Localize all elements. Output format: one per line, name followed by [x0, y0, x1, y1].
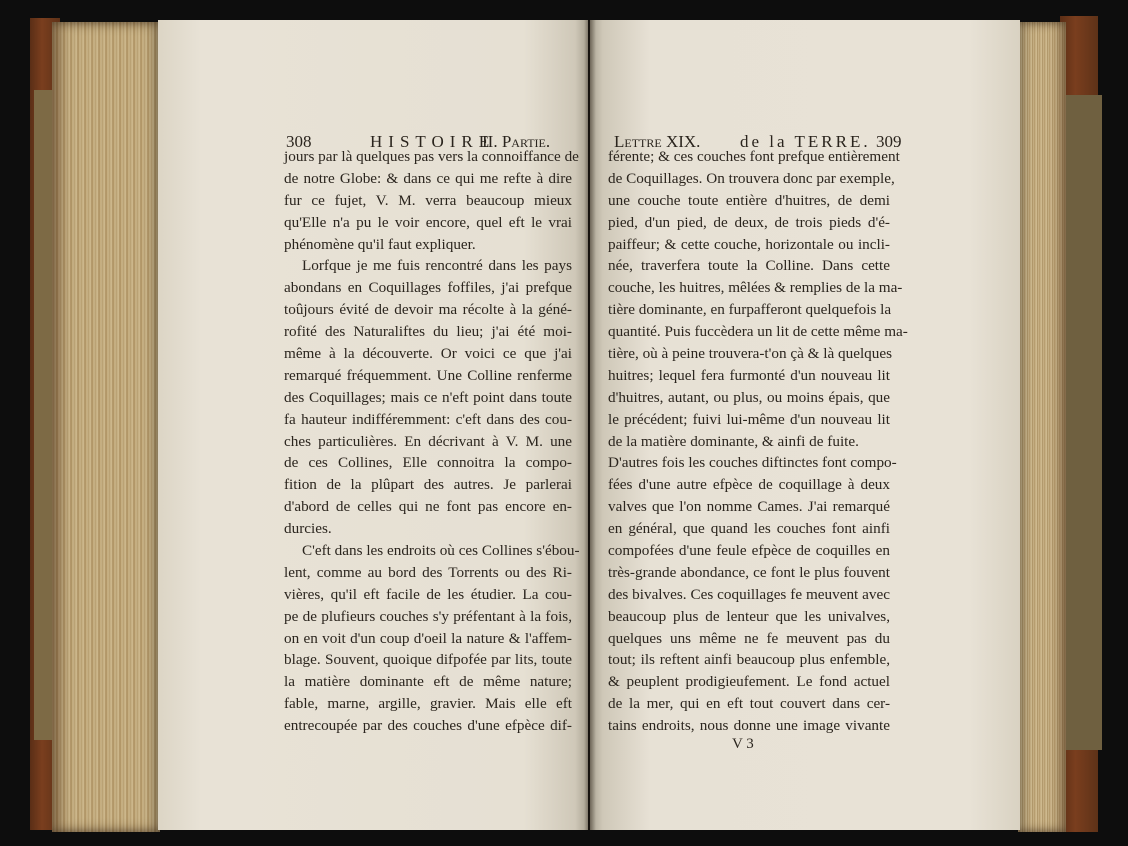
right-page-number: 309 [876, 132, 902, 151]
text-line: D'autres fois les couches diftinctes font compo- [608, 454, 897, 472]
text-line: abondans en Coquillages foffiles, j'ai prefque [284, 279, 572, 297]
text-line: toûjours évité de devoir ma récolte à la géné- [284, 301, 572, 319]
text-line: tière dominante, en furpafferont quelquefois la [608, 301, 892, 319]
text-line: de la mer, qui en eft tout couvert dans cer- [608, 695, 890, 713]
text-line: pied, d'un pied, de deux, de trois pieds d'é- [608, 213, 890, 231]
text-line: rofité des Naturaliftes du lieu; j'ai été moi- [284, 323, 572, 341]
text-line: pe de plufieurs couches s'y préfentant à la fois, [284, 607, 572, 625]
text-line: la matière dominante eft de même nature; [284, 673, 572, 691]
text-line: même à la découverte. Or voici ce que j'ai [284, 345, 572, 363]
left-page-text [284, 146, 580, 737]
text-line: valves que l'on nomme Cames. J'ai remarqué [608, 498, 890, 516]
text-line: paiffeur; & cette couche, horizontale ou incli- [608, 235, 890, 253]
text-line: lent, comme au bord des Torrents ou des Ri- [284, 563, 572, 581]
text-line: née, traverfera toute la Colline. Dans cette [608, 257, 890, 275]
left-page-number: 308 [286, 132, 312, 151]
text-line: fa hauteur indifféremment: c'eft dans des cou- [284, 410, 572, 428]
text-line: durcies. [284, 520, 332, 538]
text-line: & peuplent prodigieufement. Le fond actuel [608, 673, 890, 691]
text-line: d'huitres, autant, ou plus, ou moins épais, que [608, 388, 890, 406]
text-line: férente; & ces couches font prefque entièrement [608, 148, 900, 165]
text-line: très-grande abondance, ce font le plus fouvent [608, 563, 890, 581]
text-line: tière, où à peine trouvera-t'on çà & là quelques [608, 345, 893, 363]
text-line: ches particulières. En décrivant à V. M. une [284, 432, 572, 450]
text-line: le précédent; fuivi lui-même d'un nouveau lit [608, 410, 890, 428]
book-gutter [584, 20, 596, 830]
text-line: de Coquillages. On trouvera donc par exemple, [608, 169, 895, 187]
right-letter-label: Lettre XIX. [614, 132, 701, 151]
left-running-title: HISTOIRE [370, 132, 496, 151]
text-line: de notre Globe: & dans ce qui me refte à dire [284, 169, 572, 187]
signature-mark: V 3 [732, 736, 754, 752]
text-line: des bivalves. Ces coquillages fe meuvent avec [608, 585, 890, 603]
text-line: phénomène qu'il faut expliquer. [284, 235, 476, 253]
text-line: fées d'une autre efpèce de coquillage à deux [608, 476, 890, 494]
text-line: qu'Elle n'a pu le voir encore, quel eft le vrai [284, 213, 572, 231]
text-line: beaucoup plus de lenteur que les univalves, [608, 607, 890, 625]
text-line: des Coquillages; mais ce n'eft point dans toute [284, 388, 572, 406]
text-line: Lorfque je me fuis rencontré dans les pays [302, 257, 572, 275]
text-line: fur ce fujet, V. M. verra beaucoup mieux [284, 191, 572, 209]
text-line: huitres; lequel fera furmonté d'un nouveau lit [608, 366, 890, 384]
left-board [34, 90, 54, 740]
left-page-edges [52, 22, 160, 832]
text-line: remarqué fréquemment. Une Colline renferme [284, 366, 572, 384]
text-line: en général, que quand les couches font ainfi [608, 520, 890, 538]
text-line: blage. Souvent, quoique difpofée par lits, toute [284, 651, 572, 669]
right-page-text [608, 146, 908, 737]
right-page-edges [1018, 22, 1066, 832]
text-line: on en voit d'un coup d'oeil la nature & l'affem- [284, 629, 572, 647]
text-line: jours par là quelques pas vers la connoiffance de [284, 148, 579, 165]
right-running-title: de la TERRE. [740, 132, 871, 151]
left-part-label: II. Partie. [482, 132, 551, 151]
text-line: une couche toute entière d'huitres, de demi [608, 191, 890, 209]
text-line: de la matière dominante, & ainfi de fuite. [608, 432, 859, 450]
text-line: couche, les huitres, mêlées & remplies de la ma- [608, 279, 903, 297]
text-line: entrecoupée par des couches d'une efpèce dif- [284, 717, 572, 735]
text-line: compofées d'une feule efpèce de coquilles en [608, 542, 890, 560]
right-page [590, 20, 1020, 830]
text-line: de ces Collines, Elle connoitra la compo- [284, 454, 572, 472]
right-board [1062, 95, 1102, 750]
text-line: C'eft dans les endroits où ces Collines s'ébou- [302, 542, 580, 560]
text-line: d'abord de celles qui ne font pas encore en- [284, 498, 572, 516]
text-line: tout; ils reftent ainfi beaucoup plus enfemble, [608, 651, 890, 669]
left-page [158, 20, 588, 830]
text-line: vières, qu'il eft facile de les étudier. La cou- [284, 585, 572, 603]
text-line: fable, marne, argille, gravier. Mais elle eft [284, 695, 572, 713]
text-line: tains endroits, nous donne une image vivante [608, 717, 890, 735]
text-line: quelques uns même ne fe meuvent pas du [608, 629, 890, 647]
text-line: quantité. Puis fuccèdera un lit de cette même ma- [608, 323, 908, 341]
text-line: fition de la plûpart des autres. Je parlerai [284, 476, 572, 494]
